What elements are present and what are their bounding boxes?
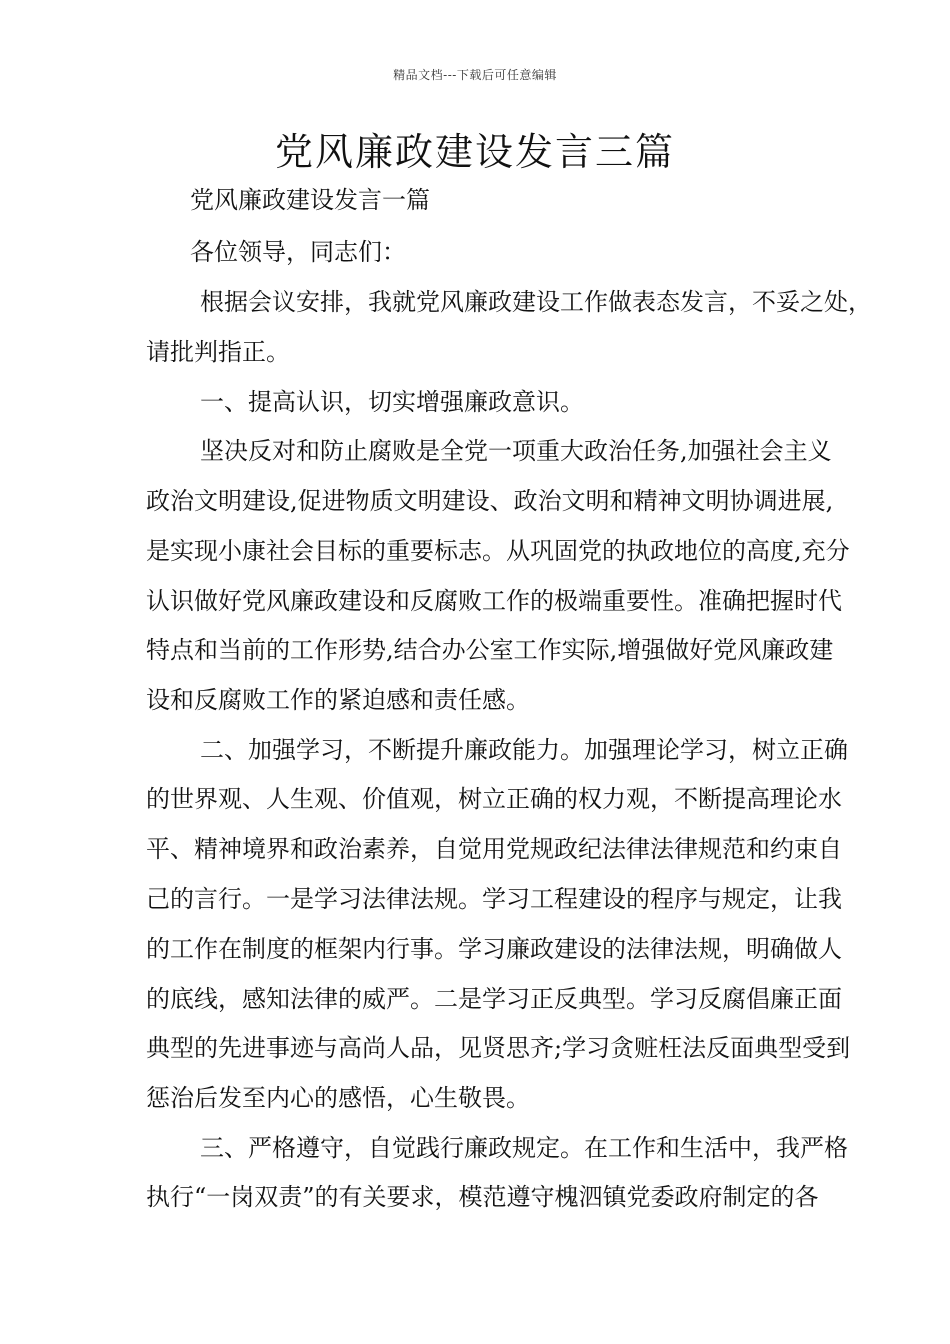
- body-line: 己的言行。一是学习法律法规。学习工程建设的程序与规定，让我: [146, 885, 842, 913]
- body-line: 的底线，感知法律的威严。二是学习正反典型。学习反腐倡廉正面: [146, 985, 842, 1013]
- body-line: 根据会议安排，我就党风廉政建设工作做表态发言，不妥之处，: [200, 288, 872, 316]
- body-line: 执行“一岗双责”的有关要求，模范遵守槐泗镇党委政府制定的各: [146, 1183, 819, 1211]
- body-line: 坚决反对和防止腐败是全党一项重大政治任务,加强社会主义: [200, 437, 832, 465]
- body-line: 是实现小康社会目标的重要标志。从巩固党的执政地位的高度,充分: [146, 537, 850, 565]
- body-line: 平、精神境界和政治素养，自觉用党规政纪法律法律规范和约束自: [146, 835, 842, 863]
- subtitle-line: 党风廉政建设发言一篇: [190, 186, 430, 214]
- section-heading-2: 二、加强学习，不断提升廉政能力。加强理论学习，树立正确: [200, 736, 848, 764]
- header-note: 精品文档---下载后可任意编辑: [393, 68, 557, 82]
- document-title: 党风廉政建设发言三篇: [274, 130, 675, 174]
- body-line: 认识做好党风廉政建设和反腐败工作的极端重要性。准确把握时代: [146, 587, 842, 615]
- body-line: 惩治后发至内心的感悟，心生敬畏。: [146, 1084, 530, 1112]
- body-line: 的世界观、人生观、价值观，树立正确的权力观，不断提高理论水: [146, 785, 842, 813]
- body-line: 的工作在制度的框架内行事。学习廉政建设的法律法规，明确做人: [146, 935, 842, 963]
- body-line: 政治文明建设,促进物质文明建设、政治文明和精神文明协调进展,: [146, 487, 834, 515]
- section-heading-3: 三、严格遵守，自觉践行廉政规定。在工作和生活中，我严格: [200, 1134, 848, 1162]
- body-line: 特点和当前的工作形势,结合办公室工作实际,增强做好党风廉政建: [146, 636, 834, 664]
- salutation-line: 各位领导，同志们：: [190, 238, 406, 266]
- body-line: 典型的先进事迹与高尚人品，见贤思齐;学习贪赃枉法反面典型受到: [146, 1034, 851, 1062]
- body-line: 请批判指正。: [146, 338, 290, 366]
- section-heading-1: 一、提高认识，切实增强廉政意识。: [200, 388, 584, 416]
- body-line: 设和反腐败工作的紧迫感和责任感。: [146, 686, 530, 714]
